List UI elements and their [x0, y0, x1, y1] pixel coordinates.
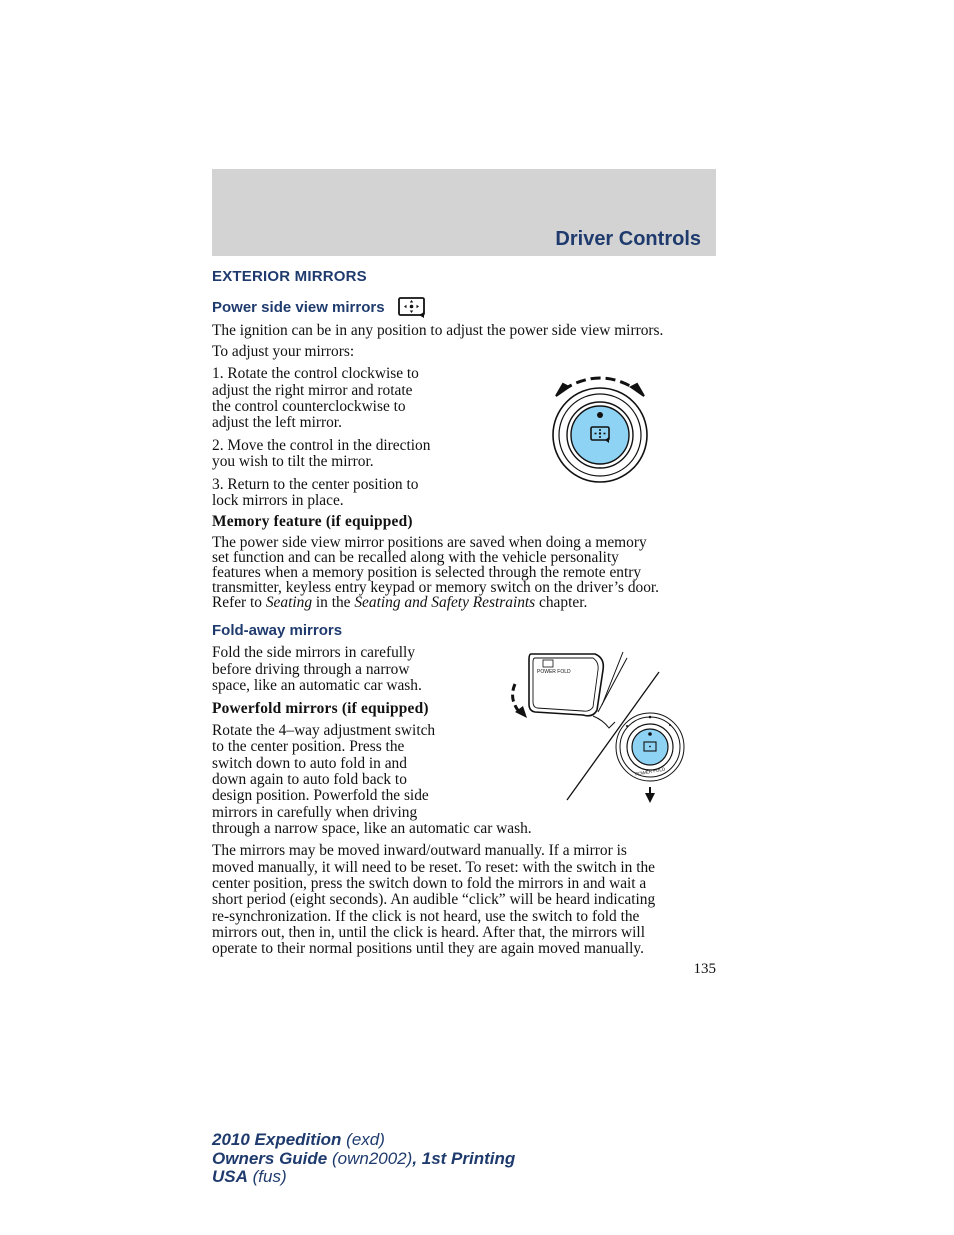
step1-line: 1. Rotate the control clockwise to — [212, 365, 419, 382]
memory-line: transmitter, keyless entry keypad or memory switch on the driver’s door. — [212, 579, 660, 596]
mirror-knob-illustration — [545, 368, 655, 483]
reset-line: The mirrors may be moved inward/outward manually. If a mirror is — [212, 842, 627, 859]
mirror-control-icon — [397, 297, 427, 319]
powerfold-line: Rotate the 4–way adjustment switch — [212, 722, 436, 739]
powerfold-line: down again to auto fold back to — [212, 771, 407, 788]
header-band — [212, 169, 716, 256]
footer-line-1: 2010 Expedition (exd) — [212, 1130, 385, 1149]
powerfold-illustration — [505, 650, 690, 805]
step1-line: adjust the left mirror. — [212, 414, 342, 431]
powerfold-line: switch down to auto fold in and — [212, 755, 407, 772]
page-number: 135 — [693, 961, 716, 977]
switch-label: POWER FOLD — [634, 766, 666, 777]
step1-line: adjust the right mirror and rotate — [212, 382, 413, 399]
section-title: Driver Controls — [555, 228, 701, 250]
step2-line: you wish to tilt the mirror. — [212, 453, 374, 470]
footer-line-3: USA (fus) — [212, 1167, 287, 1186]
reset-line: center position, press the switch down to fold the mirrors in and wait a — [212, 875, 647, 892]
reset-line: short period (eight seconds). An audible “click” will be heard indicating — [212, 891, 656, 908]
footer — [212, 1131, 515, 1187]
seating-reference: Seating — [265, 594, 313, 611]
subheading-power-mirrors: Power side view mirrors — [212, 299, 385, 316]
to-adjust-text: To adjust your mirrors: — [212, 343, 355, 360]
powerfold-line: to the center position. Press the — [212, 738, 405, 755]
powerfold-heading: Powerfold mirrors (if equipped) — [212, 700, 429, 717]
memory-line: set function and can be recalled along with the vehicle personality — [212, 549, 619, 566]
footer-line-2: Owners Guide (own2002), 1st Printing — [212, 1148, 516, 1168]
foldaway-line: space, like an automatic car wash. — [212, 677, 422, 694]
reset-line: operate to their normal positions until they are again moved manually. — [212, 940, 644, 957]
foldaway-line: before driving through a narrow — [212, 661, 410, 678]
powerfold-line: through a narrow space, like an automatic car wash. — [212, 820, 532, 837]
memory-line: features when a memory position is selected through the remote entry — [212, 564, 642, 581]
powerfold-line: mirrors in carefully when driving — [212, 804, 418, 821]
memory-line: The power side view mirror positions are saved when doing a memory — [212, 534, 647, 551]
step1-line: the control counterclockwise to — [212, 398, 406, 415]
reset-line: moved manually, it will need to be reset. To reset: with the switch in the — [212, 859, 656, 876]
step3-line: 3. Return to the center position to — [212, 476, 419, 493]
memory-line-refer: Refer to Seating in the Seating and Safety Restraints chapter. — [212, 594, 588, 611]
foldaway-line: Fold the side mirrors in carefully — [212, 644, 416, 661]
subheading-foldaway: Fold-away mirrors — [212, 622, 343, 639]
power-mirrors-intro: The ignition can be in any position to adjust the power side view mirrors. — [212, 322, 664, 339]
chapter-reference: Seating and Safety Restraints — [354, 594, 536, 611]
step3-line: lock mirrors in place. — [212, 492, 344, 509]
memory-heading: Memory feature (if equipped) — [212, 513, 413, 530]
diagram-label: POWER FOLD — [537, 669, 571, 675]
step2-line: 2. Move the control in the direction — [212, 437, 431, 454]
page-heading: EXTERIOR MIRRORS — [212, 268, 367, 285]
reset-line: re-synchronization. If the click is not heard, use the switch to fold the — [212, 908, 640, 925]
powerfold-line: design position. Powerfold the side — [212, 787, 429, 804]
reset-line: mirrors out, then in, until the click is heard. After that, the mirrors will — [212, 924, 645, 941]
